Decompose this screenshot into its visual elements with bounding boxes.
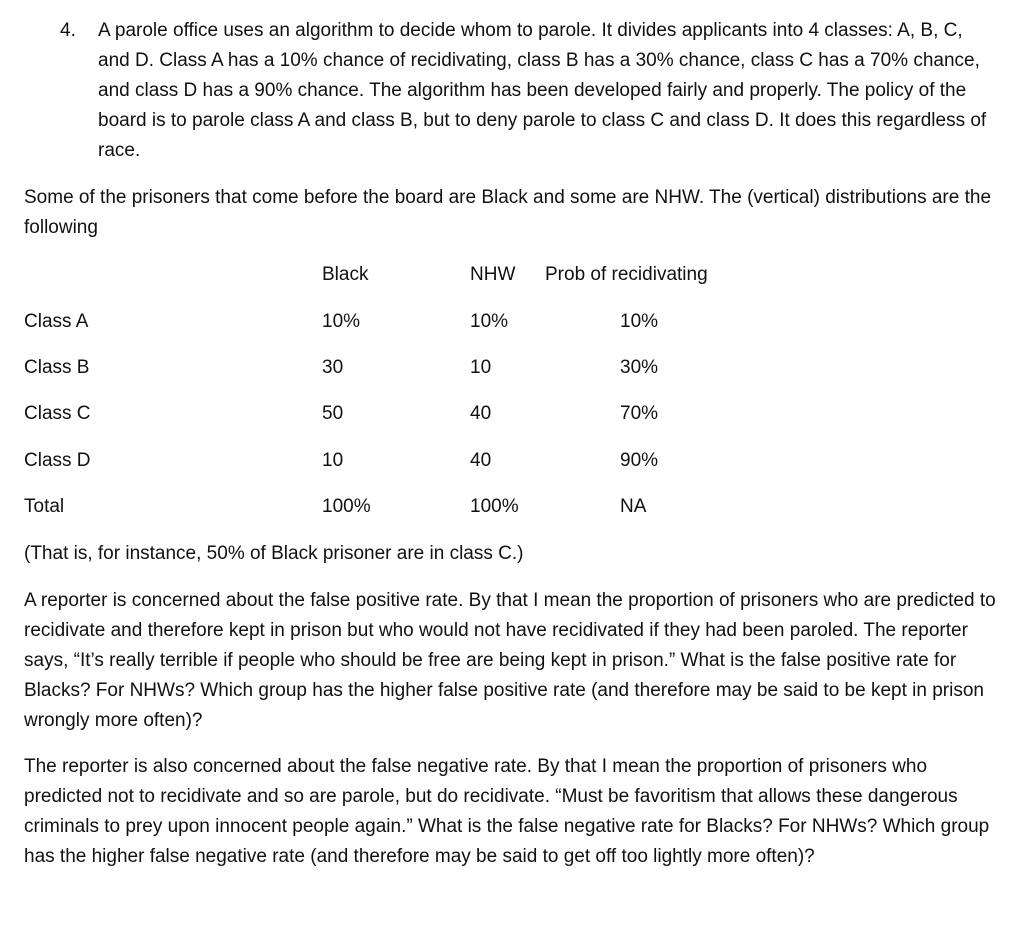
cell-class-a-black: 10% — [322, 311, 361, 332]
cell-class-c-nhw: 40 — [470, 403, 492, 424]
cell-class-a-prob: 10% — [620, 311, 659, 332]
cell-class-b-nhw: 10 — [470, 357, 492, 378]
cell-class-d-black: 10 — [322, 450, 344, 471]
cell-class-b-black: 30 — [322, 357, 344, 378]
cell-total-black: 100% — [322, 496, 371, 517]
table-note: (That is, for instance, 50% of Black prisoner are in class C.) — [24, 543, 524, 564]
cell-class-d-prob: 90% — [620, 450, 659, 471]
cell-class-c-prob: 70% — [620, 403, 659, 424]
cell-class-a-nhw: 10% — [470, 311, 509, 332]
header-nhw: NHW — [470, 264, 516, 285]
cell-class-d-nhw: 40 — [470, 450, 492, 471]
row-label-class-b: Class B — [24, 357, 90, 378]
cell-total-prob: NA — [620, 496, 647, 517]
row-label-total: Total — [24, 496, 65, 517]
header-prob-recidivating: Prob of recidivating — [545, 264, 708, 285]
intro-paragraph: Some of the prisoners that come before the board are Black and some are NHW. The (vertical) distributions are the following — [24, 187, 992, 238]
cell-total-nhw: 100% — [470, 496, 519, 517]
false-positive-paragraph: A reporter is concerned about the false positive rate. By that I mean the proportion of prisoners who are predicted to recidivate and therefore kept in prison but who would not have recidivated if they had been paroled. The reporter says, “It’s really terrible if people who should be free are being kept in prison.” What is the false positive rate for Blacks? For NHWs? Which group has the higher false positive rate (and therefore may be said to be kept in prison wrongly more often)? — [24, 590, 996, 731]
row-label-class-c: Class C — [24, 403, 91, 424]
cell-class-b-prob: 30% — [620, 357, 659, 378]
row-label-class-d: Class D — [24, 450, 91, 471]
question-text: A parole office uses an algorithm to decide whom to parole. It divides applicants into 4 classes: A, B, C, and D. Class A has a 10% chance of recidivating, class B has a 30% chance, class C has a 70% chance, and class D has a 90% chance. The algorithm has been developed fairly and properly. The policy of the board is to parole class A and class B, but to deny parole to class C and class D. It does this regardless of race. — [98, 20, 987, 161]
header-black: Black — [322, 264, 369, 285]
cell-class-c-black: 50 — [322, 403, 344, 424]
row-label-class-a: Class A — [24, 311, 89, 332]
question-number: 4. — [60, 20, 76, 41]
false-negative-paragraph: The reporter is also concerned about the false negative rate. By that I mean the proportion of prisoners who predicted not to recidivate and so are parole, but do recidivate. “Must be favoritism that allows these dangerous criminals to prey upon innocent people again.” What is the false negative rate for Blacks? For NHWs? Which group has the higher false negative rate (and therefore may be said to get off too lightly more often)? — [24, 756, 990, 867]
